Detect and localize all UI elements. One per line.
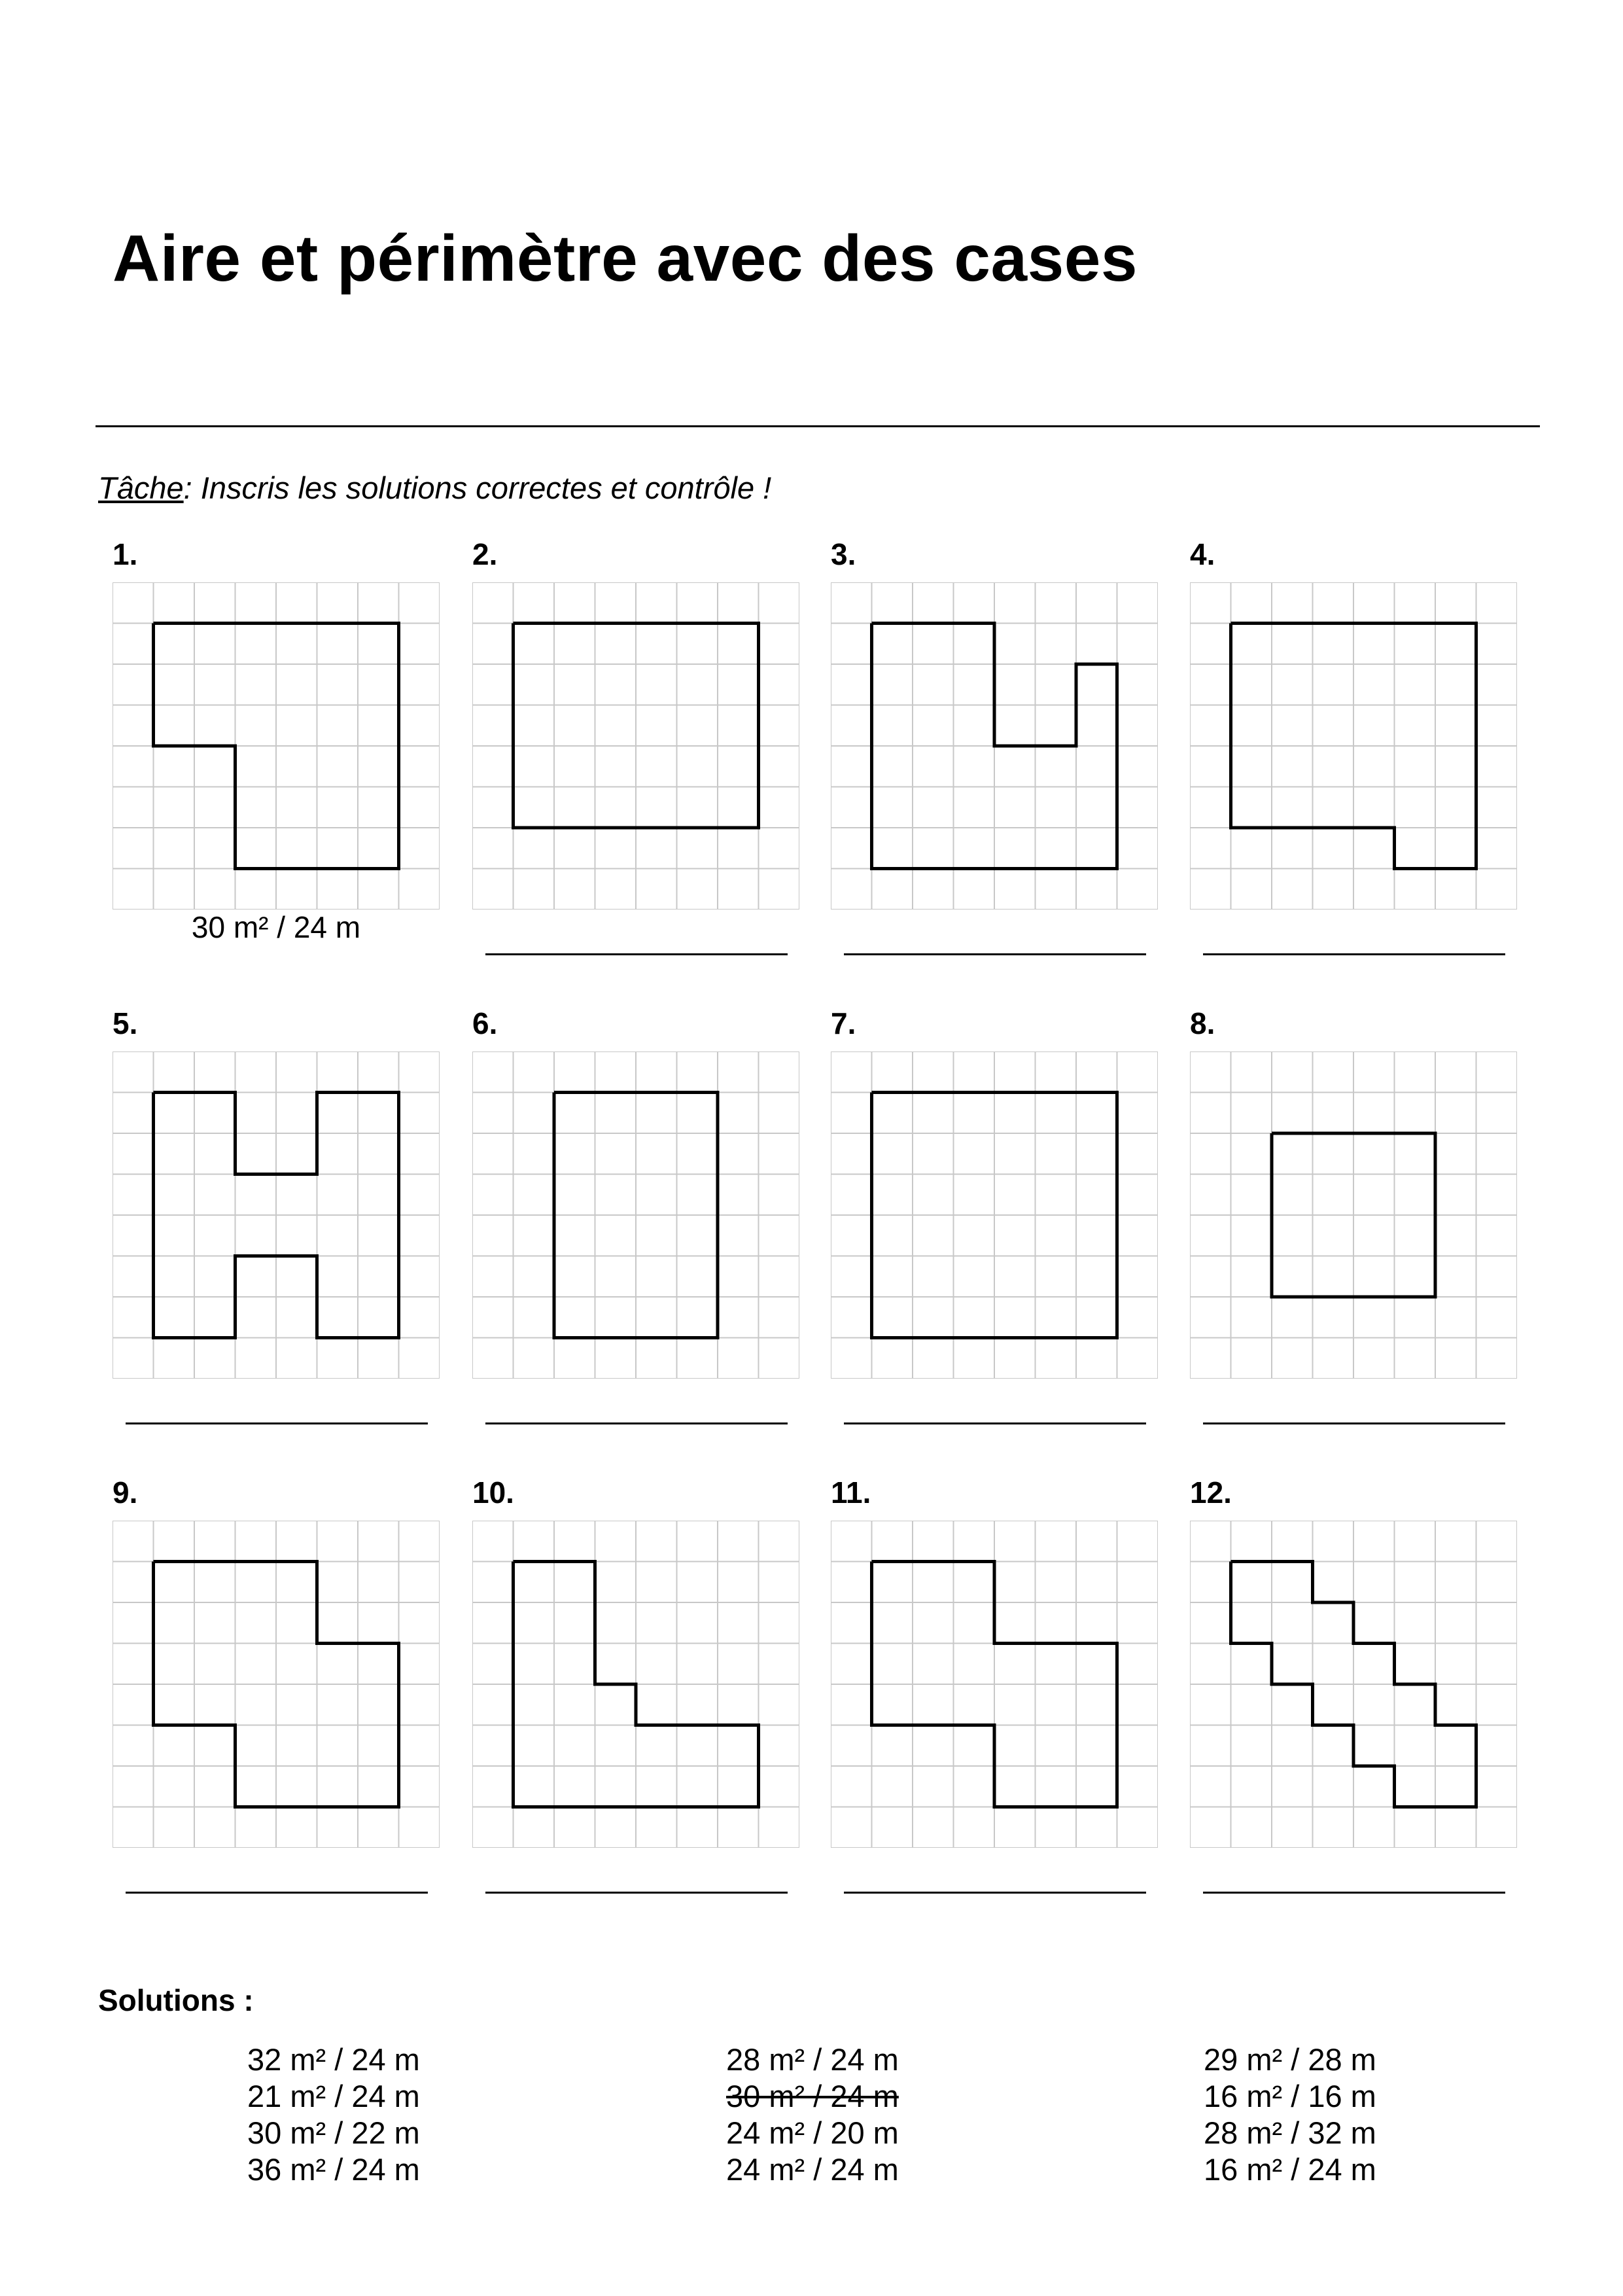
exercise-10 xyxy=(472,1475,799,1920)
grid-lines xyxy=(113,1521,440,1848)
grid-lines xyxy=(1190,1521,1517,1848)
exercise-3 xyxy=(831,537,1158,981)
answer-line[interactable] xyxy=(844,1892,1146,1894)
task-instruction xyxy=(98,470,771,506)
grid-figure-6 xyxy=(472,1051,799,1379)
grid-figure-10 xyxy=(472,1521,799,1848)
exercise-number: 1. xyxy=(113,537,138,571)
answer-line[interactable] xyxy=(844,953,1146,955)
grid-figure-12 xyxy=(1190,1521,1517,1848)
solutions-column-2 xyxy=(726,2041,1001,2188)
solution-item: 21 m² / 24 m xyxy=(247,2079,420,2113)
exercise-6 xyxy=(472,1006,799,1451)
grid-figure-3 xyxy=(831,582,1158,910)
solution-item: 16 m² / 16 m xyxy=(1204,2079,1376,2113)
exercise-4 xyxy=(1190,537,1517,981)
exercise-2 xyxy=(472,537,799,981)
solution-item: 28 m² / 32 m xyxy=(1204,2115,1376,2150)
answer-line[interactable] xyxy=(485,953,788,955)
page-title: Aire et périmètre avec des cases xyxy=(113,222,1138,295)
answer-line[interactable] xyxy=(485,1892,788,1894)
solution-item: 24 m² / 20 m xyxy=(726,2115,899,2150)
answer-line[interactable] xyxy=(126,1892,428,1894)
solutions-heading: Solutions : xyxy=(98,1983,254,2017)
grid-figure-7 xyxy=(831,1051,1158,1379)
exercise-1 xyxy=(113,537,440,981)
exercise-number: 12. xyxy=(1190,1475,1232,1510)
grid-figure-9 xyxy=(113,1521,440,1848)
exercise-number: 10. xyxy=(472,1475,514,1510)
solutions-column-3 xyxy=(1204,2041,1478,2188)
grid-lines xyxy=(113,1051,440,1379)
grid-figure-5 xyxy=(113,1051,440,1379)
exercise-12 xyxy=(1190,1475,1517,1920)
answer-value: 30 m² / 24 m xyxy=(191,910,361,944)
exercise-7 xyxy=(831,1006,1158,1451)
grid-figure-2 xyxy=(472,582,799,910)
solution-item: 24 m² / 24 m xyxy=(726,2152,899,2187)
exercise-9 xyxy=(113,1475,440,1920)
solution-item-crossed-out: 30 m² / 24 m xyxy=(726,2079,899,2113)
grid-figure-1 xyxy=(113,582,440,910)
exercise-number: 3. xyxy=(831,537,856,571)
grid-lines xyxy=(1190,1051,1517,1379)
answer-line[interactable] xyxy=(1203,1892,1505,1894)
grid-lines xyxy=(472,1051,799,1379)
exercise-8 xyxy=(1190,1006,1517,1451)
exercise-number: 7. xyxy=(831,1006,856,1040)
grid-figure-4 xyxy=(1190,582,1517,910)
task-text: : Inscris les solutions correctes et contrôle ! xyxy=(183,470,772,505)
solution-item: 30 m² / 22 m xyxy=(247,2115,420,2150)
solution-item: 29 m² / 28 m xyxy=(1204,2042,1376,2077)
solution-item: 32 m² / 24 m xyxy=(247,2042,420,2077)
exercise-number: 2. xyxy=(472,537,498,571)
solution-item: 28 m² / 24 m xyxy=(726,2042,899,2077)
exercise-number: 8. xyxy=(1190,1006,1215,1040)
answer-line[interactable] xyxy=(126,1422,428,1424)
exercise-11 xyxy=(831,1475,1158,1920)
grid-figure-8 xyxy=(1190,1051,1517,1379)
solution-item: 36 m² / 24 m xyxy=(247,2152,420,2187)
exercise-number: 6. xyxy=(472,1006,498,1040)
solutions-column-1 xyxy=(247,2041,522,2188)
answer-line[interactable] xyxy=(1203,1422,1505,1424)
task-label: Tâche xyxy=(98,470,184,505)
exercise-number: 9. xyxy=(113,1475,138,1510)
grid-lines xyxy=(472,582,799,910)
grid-lines xyxy=(831,1051,1158,1379)
exercise-number: 4. xyxy=(1190,537,1215,571)
title-divider xyxy=(96,425,1540,427)
answer-line[interactable] xyxy=(1203,953,1505,955)
exercise-number: 11. xyxy=(831,1475,871,1510)
grid-lines xyxy=(1190,582,1517,910)
solution-item: 16 m² / 24 m xyxy=(1204,2152,1376,2187)
grid-figure-11 xyxy=(831,1521,1158,1848)
exercise-number: 5. xyxy=(113,1006,138,1040)
answer-line[interactable] xyxy=(485,1422,788,1424)
answer-line[interactable] xyxy=(844,1422,1146,1424)
exercise-5 xyxy=(113,1006,440,1451)
